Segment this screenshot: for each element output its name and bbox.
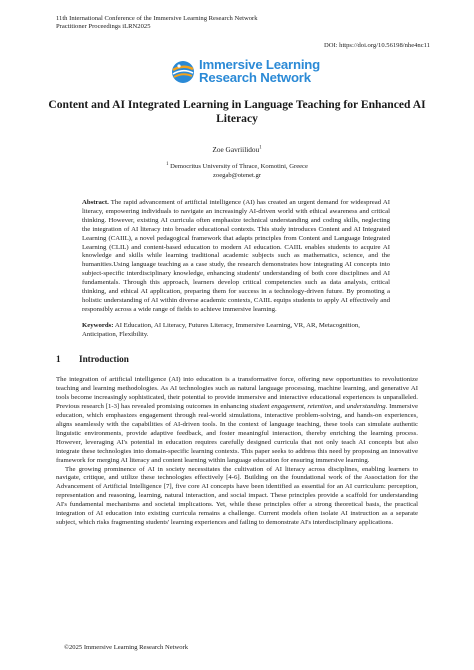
abstract-label: Abstract. [82,199,109,206]
paragraph-1 [56,376,418,466]
emphasis-retention: retention [307,402,332,410]
body-text [56,376,418,528]
author-email[interactable]: zoegab@otenet.gr [213,172,261,180]
proceedings-name: Practitioner Proceedings iLRN2025 [56,23,151,31]
paragraph-1-part-b: , [303,402,308,410]
running-head [56,15,258,32]
abstract [82,199,390,315]
footer-copyright: ©2025 Immersive Learning Research Network [64,644,189,651]
paragraph-1-part-c: , and [331,402,347,410]
paper-title: Content and AI Integrated Learning in Language Teaching for Enhanced AI Literacy [48,98,426,126]
keywords [82,322,390,340]
globe-logo-icon [171,60,195,84]
author-name: Zoe Gavriilidou [212,145,260,154]
conference-name: 11th International Conference of the Immersive Learning Research Network [56,15,258,22]
abstract-text: The rapid advancement of artificial intelligence (AI) has created an urgent demand for widespread AI literacy, empowering individuals to navigate an increasingly AI-driven world with ethical awareness and critical thinking. However, existing AI curricula often emphasize technical understanding and coding skills, neglecting the integration of AI literacy into broader educational contexts. This study introduces Content and AI Integrated Learning (CAIIL), a novel pedagogical framework that adapts principles from Content and Language Integrated Learning (CLIL) and content-based education to modern AI education. CAIIL enables students to acquire AI knowledge and skills while learning traditional academic subjects such as mathematics, science, and the humanities.Using language teaching as a case study, the research demonstrates how integrating AI concepts into subject-specific interdisciplinary knowledge, enhancing students' understanding of both core disciplines and AI fundamentals. Through this approach, learners develop critical competencies such as data analysis, critical thinking, and ethical AI application, preparing them for success in a technology-driven future. By promoting a holistic understanding of AI within diverse academic contexts, CAIIL equips students to apply AI effectively and responsibly across a wide range of fields to achieve immersive learning. [82,199,390,313]
paragraph-1-part-a: The integration of artificial intelligence (AI) into education is a transformative force, offering new opportunities to revolutionize teaching and learning methodologies. As AI technologies such as natural language processing, machine learning, and generative AI tools become increasingly sophisticated, their potential to provide immersive and interactive educational experiences is unparalleled. Previous research [1-3] has revealed promising outcomes in enhancing [56,376,418,410]
section-title: Introduction [79,354,129,364]
logo-line-2: Research Network [199,69,311,85]
keywords-text: AI Education, AI Literacy, Futures Literacy, Immersive Learning, VR, AR, Metacognition, Anticipation, Flexibility. [82,322,360,338]
affiliation-block [0,162,474,180]
paragraph-1-part-d: . Immersive education, which emphasizes engagement through real-world simulations, interactive problem-solving, and hands-on experiences, aligns seamlessly with the capabilities of AI-driven tools. In the context of language teaching, these tools can simulate authentic linguistic environments, provide adaptive feedback, and foster meaningful interaction, thereby enriching the learning process. However, leveraging AI's potential in education requires carefully designed curricula that not only teach AI concepts but also integrate these technologies into domain-specific learning contexts. This paper seeks to address this need by proposing an innovative framework for merging AI literacy and content learning within language education for ensuring immersive learning. [56,402,418,464]
emphasis-understanding: understanding [346,402,386,410]
logo-line-1: Immersive Learning [199,57,320,72]
section-number: 1 [56,354,61,364]
keywords-label: Keywords: [82,322,114,329]
section-heading [56,354,129,364]
author [0,145,474,154]
affiliation-mark: 1 [166,161,169,167]
affiliation: Democritus University of Thrace, Komotini, Greece [170,163,308,170]
doi-link[interactable]: DOI: https://doi.org/10.56198/nhe4nc11 [323,42,430,49]
author-mark: 1 [259,145,262,151]
paragraph-2: The growing prominence of AI in society necessitates the cultivation of AI literacy across disciplines, enabling learners to navigate, critique, and utilize these technologies effectively [4-6]. Building on the foundational work of the Association for the Advancement of Artificial Intelligence [7], five core AI concepts have been identified as essential for an AI curriculum: perception, representation and reasoning, learning, natural interaction, and social impact. These principles provide a scaffold for understanding AI's fundamental mechanisms and societal implications. Yet, while these principles offer a strong theoretical basis, the practical integration of AI education into existing curricula remains a challenge. Current models often isolate AI instruction as a separate subject, which risks fragmenting students' learning experiences and failing to demonstrate AI's interdisciplinary applications. [56,465,418,527]
emphasis-engagement: student engagement [249,402,304,410]
ilrn-logo [171,57,320,87]
